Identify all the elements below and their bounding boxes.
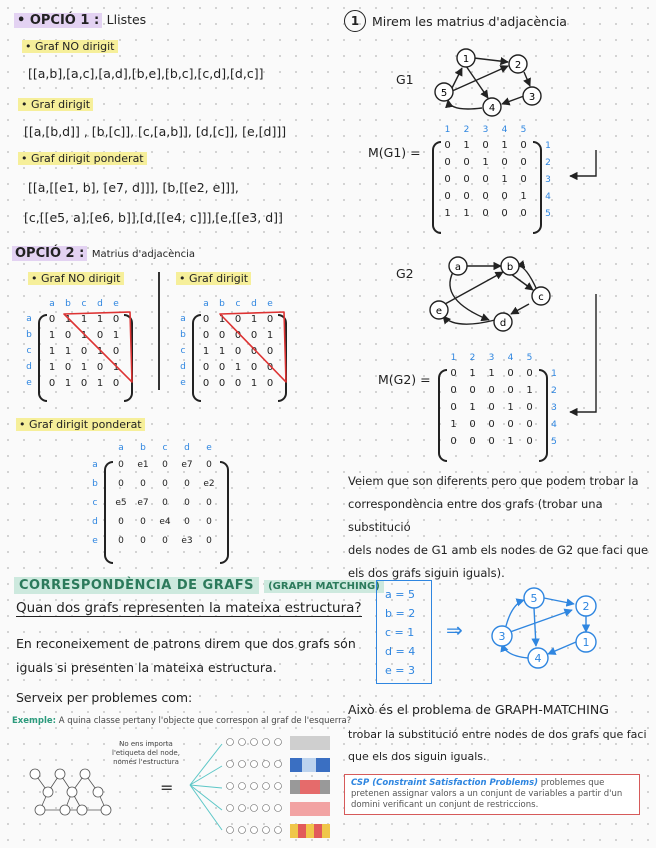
- matrix-cell: 1: [80, 361, 88, 373]
- matrix-cell: e7: [137, 497, 149, 508]
- matrix-cell: 1: [250, 313, 258, 325]
- row-header: b: [26, 330, 32, 340]
- matrix-cell: 0: [140, 535, 146, 546]
- matrix-cell: 0: [507, 419, 514, 430]
- row-header: e: [26, 378, 32, 388]
- row-header: a: [180, 314, 186, 324]
- step1-number: 1: [344, 10, 366, 32]
- matriu-g2: [436, 350, 559, 450]
- matrix-cell: 0: [234, 377, 242, 389]
- matrix-cell: 0: [266, 377, 274, 389]
- matrix-cell: 0: [444, 157, 451, 168]
- g2-node-b: b: [506, 262, 514, 273]
- matrix-cell: 0: [48, 313, 56, 325]
- matrix-cell: 0: [520, 174, 527, 185]
- matrix-cell: 0: [202, 313, 210, 325]
- implies-arrow: ⇒: [446, 618, 463, 642]
- matrix-cell: 0: [463, 191, 470, 202]
- matrix-cell: 1: [526, 385, 533, 396]
- matrix-cell: 1: [112, 361, 120, 373]
- matrix-cell: 1: [48, 361, 56, 373]
- column-header: b: [65, 298, 71, 309]
- matrix-cell: 0: [140, 516, 146, 527]
- matrix-cell: 1: [444, 208, 451, 219]
- matrix-cell: 0: [507, 368, 514, 379]
- column-header: e: [113, 298, 119, 309]
- matrix-cell: 0: [469, 385, 476, 396]
- matrix-cell: 1: [96, 345, 104, 357]
- matrix-cell: 1: [48, 329, 56, 341]
- matrix-cell: 1: [463, 140, 470, 151]
- matrix-cell: 0: [450, 402, 457, 413]
- mapped-node-1: 1: [582, 636, 590, 649]
- column-header: 1: [450, 352, 457, 363]
- graf-dirigit-label: • Graf dirigit: [18, 98, 93, 111]
- matrix-cell: 0: [526, 368, 533, 379]
- diferents-linia-3: dels nodes de G1 amb els nodes de G2 que faci que: [348, 543, 649, 557]
- g1-node-5: 5: [440, 88, 448, 99]
- correspondencia-title: CORRESPONDÈNCIA DE GRAFS: [14, 577, 259, 594]
- matrix-cell: 1: [64, 377, 72, 389]
- matrix-cell: 0: [266, 313, 274, 325]
- matrix-cell: 0: [469, 436, 476, 447]
- g2-node-c: c: [538, 292, 544, 303]
- column-header: e: [267, 298, 273, 309]
- g1-node-3: 3: [528, 92, 536, 103]
- matrix-cell: 1: [112, 329, 120, 341]
- matrix-cell: 0: [112, 377, 120, 389]
- matrix-cell: 1: [507, 402, 514, 413]
- llista-dirigit: [[a,[b,d]] , [b,[c]], [c,[a,b]], [d,[c]], [e,[d]]]: [24, 124, 287, 139]
- row-header: c: [26, 346, 32, 356]
- g1-node-1: 1: [462, 54, 470, 65]
- row-header: b: [180, 330, 186, 340]
- matrix-cell: 1: [218, 345, 226, 357]
- matrix-cell: 0: [250, 361, 258, 373]
- graf-substituit: [482, 580, 622, 680]
- matrix-cell: e7: [181, 459, 193, 470]
- row-header: b: [92, 478, 98, 489]
- csp-box: [344, 774, 640, 815]
- nota-1: No ens importa: [119, 740, 173, 748]
- mapped-node-3: 3: [498, 630, 506, 643]
- matrix-cell: 0: [218, 329, 226, 341]
- nota-3: només l'estructura: [113, 758, 179, 766]
- graf-g2: [425, 250, 565, 340]
- right-bracket: [539, 369, 548, 462]
- matrix-cell: 0: [444, 191, 451, 202]
- row-header: a: [92, 459, 98, 470]
- triangle-no-dirigit: [64, 312, 132, 382]
- matrix-cell: 1: [469, 402, 476, 413]
- graf-g1: [420, 40, 560, 120]
- matrix-cell: 1: [520, 191, 527, 202]
- row-header: d: [180, 362, 186, 372]
- matrix-cell: 0: [450, 436, 457, 447]
- matrix-cell: 0: [162, 459, 168, 470]
- matrix-cell: 0: [266, 361, 274, 373]
- llista-ponderat-2: [c,[[e5, a],[e6, b]],[d,[[e4, c]]],[e,[[e3, d]]: [24, 210, 283, 225]
- column-header: d: [184, 442, 190, 453]
- matriu-g1: [430, 122, 553, 222]
- matrix-cell: 1: [80, 313, 88, 325]
- matrix-cell: 1: [463, 208, 470, 219]
- matrix-cell: e4: [159, 516, 171, 527]
- exemple-nota: [112, 740, 180, 767]
- triangle-dirigit: [220, 312, 286, 382]
- triangle-highlights: [0, 0, 330, 400]
- column-header: 4: [501, 124, 508, 135]
- matrix-cell: 1: [48, 345, 56, 357]
- mapping-b: b = 2: [385, 607, 416, 620]
- left-bracket: [432, 141, 441, 234]
- matrix-cell: 1: [266, 329, 274, 341]
- matrix-cell: 0: [488, 419, 495, 430]
- graf-ponderat-label: • Graf dirigit ponderat: [18, 152, 147, 165]
- matrix-cell: 1: [507, 436, 514, 447]
- problema-linia-2: trobar la substitució entre nodes de dos grafs que faci: [348, 728, 647, 741]
- matrix-cell: 0: [234, 329, 242, 341]
- mapped-node-4: 4: [534, 652, 542, 665]
- left-bracket: [438, 369, 447, 462]
- row-header-right: 5: [545, 208, 551, 219]
- matrix-cell: 0: [202, 329, 210, 341]
- flow-arrow: [560, 150, 620, 420]
- matrix-cell: 0: [218, 377, 226, 389]
- matrix-cell: 0: [140, 478, 146, 489]
- row-header-right: 5: [551, 436, 557, 447]
- g1-label: G1: [396, 72, 414, 87]
- paragraf-2: Serveix per problemes com:: [16, 690, 193, 705]
- row-header-right: 3: [551, 402, 557, 413]
- matrix-cell: 1: [469, 368, 476, 379]
- matrix-cell: 1: [501, 140, 508, 151]
- mapping-box: [376, 580, 432, 684]
- problema-linia-1: Això és el problema de GRAPH-MATCHING: [348, 702, 609, 717]
- matrix-cell: 0: [488, 436, 495, 447]
- matrix-cell: 0: [80, 345, 88, 357]
- matrix-cell: 0: [96, 361, 104, 373]
- column-header: a: [49, 298, 55, 309]
- left-bracket: [104, 461, 113, 564]
- matrix-cell: 1: [488, 368, 495, 379]
- column-header: a: [118, 442, 124, 453]
- row-header: d: [26, 362, 32, 372]
- matrix-cell: 0: [112, 313, 120, 325]
- g1-node-2: 2: [514, 60, 522, 71]
- matrix-cell: 0: [64, 329, 72, 341]
- matrix-cell: 1: [80, 329, 88, 341]
- matrix-cell: e3: [181, 535, 193, 546]
- opcio2-subtitle: Matrius d'adjacència: [91, 249, 196, 260]
- matrix-cell: 0: [450, 368, 457, 379]
- matrix-cell: 1: [482, 157, 489, 168]
- matrix-cell: 0: [162, 478, 168, 489]
- paragraf-diferents: [348, 470, 656, 585]
- mg1-label: M(G1) =: [368, 145, 421, 160]
- matriu-no-dirigit-label: • Graf NO dirigit: [28, 272, 124, 285]
- matrix-cell: 0: [501, 157, 508, 168]
- diferents-linia-1: Veiem que son diferents pero que podem trobar la: [348, 474, 639, 488]
- exemple: [12, 716, 351, 726]
- matrix-cell: 0: [234, 345, 242, 357]
- matrix-cell: 0: [482, 208, 489, 219]
- matrix-cell: 0: [118, 516, 124, 527]
- matrix-cell: 1: [96, 313, 104, 325]
- column-header: 5: [526, 352, 533, 363]
- matrix-cell: 1: [218, 313, 226, 325]
- row-header-right: 3: [545, 174, 551, 185]
- matrix-cell: 0: [526, 419, 533, 430]
- matriu-ponderat-label: • Graf dirigit ponderat: [16, 418, 145, 431]
- matrix-cell: 0: [520, 157, 527, 168]
- column-header: 2: [463, 124, 470, 135]
- matrix-cell: 0: [118, 535, 124, 546]
- matriu-dirigit-label: • Graf dirigit: [176, 272, 251, 285]
- column-header: c: [162, 442, 168, 453]
- exemple-text: A quina classe pertany l'objecte que correspon al graf de l'esquerra?: [58, 716, 352, 726]
- mapped-node-5: 5: [530, 592, 538, 605]
- pregunta: Quan dos grafs representen la mateixa estructura?: [16, 600, 362, 616]
- diferents-linia-2: correspondència entre dos grafs (trobar una substitució: [348, 497, 603, 534]
- matrix-cell: 0: [444, 140, 451, 151]
- matrix-cell: 1: [64, 345, 72, 357]
- matrix-cell: 0: [234, 313, 242, 325]
- matrix-cell: 1: [202, 345, 210, 357]
- matrix-cell: 0: [80, 377, 88, 389]
- matrix-cell: 0: [206, 535, 212, 546]
- matrix-cell: 1: [250, 377, 258, 389]
- g2-node-a: a: [454, 262, 462, 273]
- matrix-cell: 1: [96, 377, 104, 389]
- matrix-cell: 0: [202, 377, 210, 389]
- matrix-cell: 0: [463, 174, 470, 185]
- matrix-cell: 0: [112, 345, 120, 357]
- matrix-cell: 0: [206, 497, 212, 508]
- matrix-cell: 0: [526, 402, 533, 413]
- matrix-cell: 0: [184, 516, 190, 527]
- csp-title: CSP (Constraint Satisfaction Problems): [351, 778, 539, 788]
- row-header: c: [92, 497, 98, 508]
- row-header-right: 1: [551, 368, 557, 379]
- g2-node-d: d: [499, 318, 507, 329]
- matrix-cell: 0: [202, 361, 210, 373]
- matrix-cell: 0: [64, 361, 72, 373]
- matrix-cell: 0: [206, 516, 212, 527]
- matrix-cell: 0: [250, 329, 258, 341]
- matrix-cell: 1: [64, 313, 72, 325]
- matrix-cell: e2: [203, 478, 215, 489]
- exemple-label: Exemple:: [12, 716, 57, 726]
- matrix-cell: 0: [526, 436, 533, 447]
- matrix-cell: e1: [137, 459, 149, 470]
- correspondencia-heading: [14, 574, 384, 593]
- mapping-d: d = 4: [385, 645, 416, 658]
- column-header: 5: [520, 124, 527, 135]
- column-header: d: [97, 298, 103, 309]
- column-header: c: [235, 298, 241, 309]
- matrix-cell: 0: [520, 140, 527, 151]
- llista-no-dirigit: [[a,b],[a,c],[a,d],[b,e],[b,c],[c,d],[d,c]]: [28, 66, 264, 81]
- matrix-cell: e5: [115, 497, 127, 508]
- row-header-right: 1: [545, 140, 551, 151]
- row-header: c: [180, 346, 186, 356]
- mg2-label: M(G2) =: [378, 372, 431, 387]
- matrix-cell: 0: [482, 191, 489, 202]
- problema-linia-3: que els dos siguin iguals.: [348, 750, 487, 763]
- llista-ponderat-1: [[a,[[e1, b], [e7, d]]], [b,[[e2, e]]],: [28, 180, 239, 195]
- column-header: a: [203, 298, 209, 309]
- opcio1-subtitle: Llistes: [106, 12, 147, 27]
- column-header: c: [81, 298, 87, 309]
- g1-node-4: 4: [488, 103, 496, 114]
- matrix-cell: 0: [520, 208, 527, 219]
- diferents-linia-4: els dos grafs siguin iguals).: [348, 566, 505, 580]
- matrix-cell: 1: [450, 419, 457, 430]
- mapping-a: a = 5: [385, 588, 415, 601]
- matrix-cell: 0: [507, 385, 514, 396]
- paragraf-1b: iguals si presenten la mateixa estructura.: [16, 660, 277, 675]
- equals-sign: =: [160, 778, 174, 797]
- column-header: 3: [488, 352, 495, 363]
- row-header: a: [26, 314, 32, 324]
- column-header: 4: [507, 352, 514, 363]
- matrix-cell: 0: [184, 497, 190, 508]
- matrix-cell: 0: [482, 174, 489, 185]
- matrix-cell: 0: [501, 191, 508, 202]
- matrix-cell: 0: [218, 361, 226, 373]
- row-header-right: 4: [551, 419, 557, 430]
- matrix-cell: 0: [118, 478, 124, 489]
- matrix-cell: 1: [234, 361, 242, 373]
- step1-text: Mirem les matrius d'adjacència: [372, 14, 567, 29]
- matrix-cell: 0: [463, 157, 470, 168]
- opcio1-title: • OPCIÓ 1 :: [14, 13, 102, 28]
- g2-node-e: e: [435, 306, 443, 317]
- mapping-e: e = 3: [385, 664, 415, 677]
- matrix-cell: 0: [444, 174, 451, 185]
- row-header: d: [92, 516, 98, 527]
- row-header: e: [180, 378, 186, 388]
- matrix-cell: 0: [450, 385, 457, 396]
- matrix-cell: 0: [266, 345, 274, 357]
- matrix-cell: 0: [162, 535, 168, 546]
- column-header: b: [140, 442, 146, 453]
- column-header: e: [206, 442, 212, 453]
- right-bracket: [220, 461, 229, 564]
- matrix-cell: 0: [250, 345, 258, 357]
- matrix-cell: 0: [488, 385, 495, 396]
- csp-text: problemes que pretenen assignar valors a un conjunt de variables a partir d'un domini verificant un conjunt de restriccions.: [351, 778, 623, 810]
- matrix-cell: 0: [482, 140, 489, 151]
- column-header: b: [219, 298, 225, 309]
- opcio2-title: OPCIÓ 2 :: [12, 246, 87, 261]
- matrix-cell: 0: [118, 459, 124, 470]
- g2-label: G2: [396, 266, 414, 281]
- matrix-cell: 0: [162, 497, 168, 508]
- row-header-right: 2: [545, 157, 551, 168]
- correspondencia-subtitle: (GRAPH MATCHING): [264, 580, 384, 593]
- row-header-right: 2: [551, 385, 557, 396]
- matriu-ponderat: [88, 440, 220, 550]
- matrix-cell: 0: [206, 459, 212, 470]
- column-header: 3: [482, 124, 489, 135]
- nota-2: l'etiqueta del node,: [112, 749, 180, 757]
- row-header: e: [92, 535, 98, 546]
- column-header: 1: [444, 124, 451, 135]
- matrix-cell: 0: [96, 329, 104, 341]
- right-bracket: [533, 141, 542, 234]
- matrix-cell: 0: [184, 478, 190, 489]
- column-header: 2: [469, 352, 476, 363]
- mapped-node-2: 2: [582, 600, 590, 613]
- matrix-cell: 0: [48, 377, 56, 389]
- column-header: d: [251, 298, 257, 309]
- matrix-cell: 1: [501, 174, 508, 185]
- matrix-cell: 0: [469, 419, 476, 430]
- paragraf-1a: En reconeixement de patrons direm que dos grafs són: [16, 636, 356, 651]
- matrix-cell: 0: [488, 402, 495, 413]
- graf-no-dirigit-label: • Graf NO dirigit: [22, 40, 118, 53]
- row-header-right: 4: [545, 191, 551, 202]
- matrix-cell: 0: [501, 208, 508, 219]
- mapping-c: c = 1: [385, 626, 415, 639]
